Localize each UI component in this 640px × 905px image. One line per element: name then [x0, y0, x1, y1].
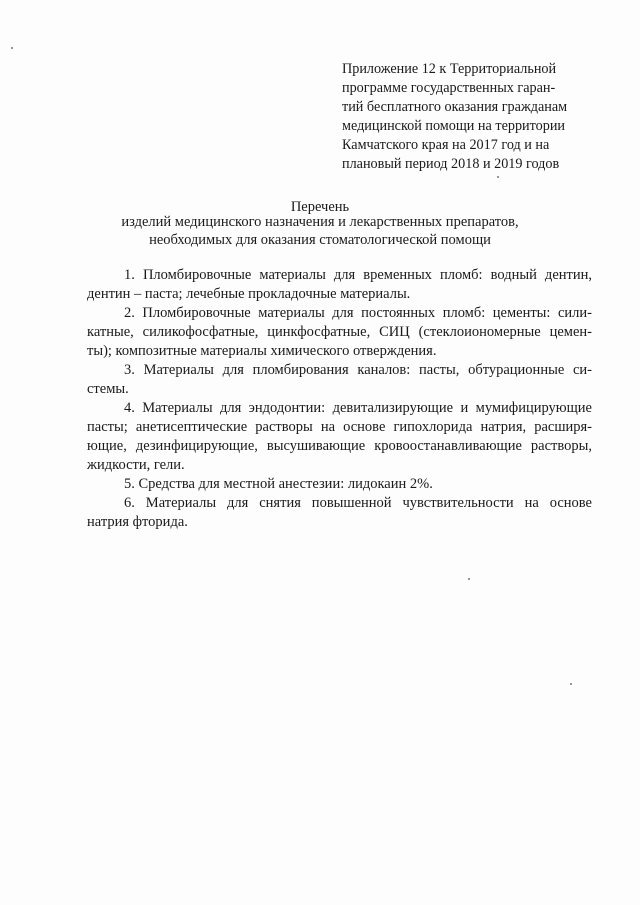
item-line: пасты; анетисептические растворы на основе гипохлорида натрия, расширя-: [87, 419, 592, 435]
scan-speck: [468, 578, 470, 580]
item-line: ющие, дезинфицирующие, высушивающие кровоостанавливающие растворы,: [87, 438, 592, 454]
item-line: 4. Материалы для эндодонтии: девитализирующие и мумифицирующие: [124, 400, 592, 416]
list-item-2: [87, 304, 592, 361]
scan-speck: [570, 683, 572, 685]
document-subtitle-line-1: изделий медицинского назначения и лекарственных препаратов,: [121, 214, 519, 230]
appendix-line: плановый период 2018 и 2019 годов: [342, 156, 560, 172]
item-line: 1. Пломбировочные материалы для временных пломб: водный дентин,: [124, 267, 592, 283]
list-item-3: [87, 361, 592, 399]
appendix-line: Камчатского края на 2017 год и на: [342, 137, 550, 153]
item-line: 6. Материалы для снятия повышенной чувствительности на основе: [124, 495, 592, 511]
item-line: стемы.: [87, 381, 129, 397]
list-item-4: [87, 399, 592, 475]
scan-speck: [497, 176, 499, 178]
item-line: 5. Средства для местной анестезии: лидокаин 2%.: [124, 476, 433, 492]
scan-speck: [11, 47, 13, 49]
list-item-6: [87, 494, 592, 532]
items-list: [87, 266, 592, 532]
appendix-line: Приложение 12 к Территориальной: [342, 61, 557, 77]
document-subtitle-line-2: необходимых для оказания стоматологической помощи: [149, 232, 491, 248]
item-line: дентин – паста; лечебные прокладочные материалы.: [87, 286, 411, 302]
item-line: 2. Пломбировочные материалы для постоянных пломб: цементы: сили-: [124, 305, 592, 321]
item-line: жидкости, гели.: [87, 457, 185, 473]
item-line: ты); композитные материалы химического отверждения.: [87, 343, 437, 359]
appendix-line: программе государственных гаран-: [342, 80, 556, 96]
item-line: 3. Материалы для пломбирования каналов: пасты, обтурационные си-: [124, 362, 592, 378]
appendix-line: медицинской помощи на территории: [342, 118, 566, 134]
document-heading: Перечень: [290, 199, 350, 215]
list-item-1: [87, 266, 592, 304]
item-line: натрия фторида.: [87, 514, 188, 530]
appendix-note: [342, 60, 592, 174]
item-line: катные, силикофосфатные, цинкфосфатные, СИЦ (стеклоиономерные цемен-: [87, 324, 592, 340]
appendix-line: тий бесплатного оказания гражданам: [342, 99, 568, 115]
list-item-5: [87, 475, 592, 494]
